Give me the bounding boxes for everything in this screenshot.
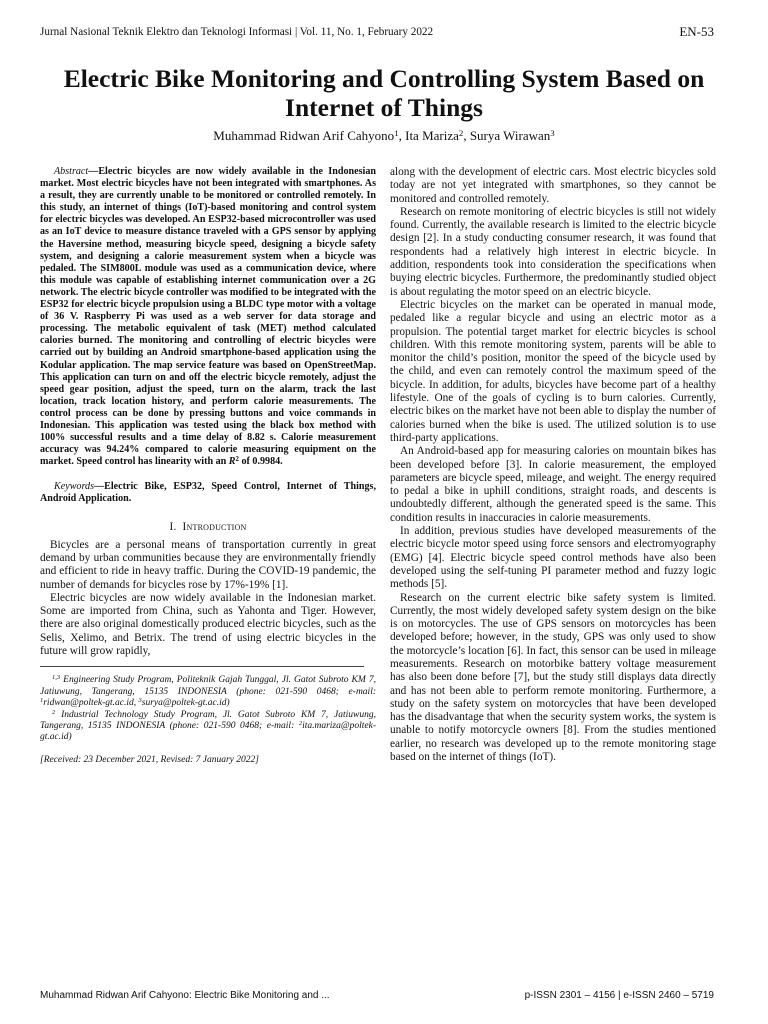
- section-title-rest: ntroduction: [186, 520, 247, 533]
- right-column: [390, 166, 716, 764]
- keywords-paragraph: [40, 481, 376, 505]
- body-paragraph: Electric bicycles on the market can be operated in manual mode, pedaled like a regular bicycle and using an electric motor as a propulsion. The potential target market for electric bicycles is school children. With this remote monitoring system, parents will be able to monitor the child’s position, monitor the speed of the bicycle used by the child, and even can remotely control the maximum speed of the bicycle. In addition, for adults, bicycles have become part of a healthy lifestyle. One of the goals of cycling is to burn calories. Currently, electric bikes on the market have not been able to display the number of calories burned when the bike is used. The utilized solution is to use third-party applications.: [390, 298, 716, 444]
- section-heading-introduction: [40, 521, 376, 533]
- email-address: ita.mariza@poltek-gt.ac.id): [40, 720, 376, 743]
- left-column: [40, 166, 376, 766]
- email-mark: 1: [40, 697, 44, 705]
- keywords-label: Keywords: [54, 481, 95, 493]
- abstract-text-end: of 0.9984.: [238, 456, 283, 468]
- author-separator: ,: [463, 128, 470, 143]
- author-name: Surya Wirawan: [469, 128, 551, 143]
- body-paragraph: along with the development of electric cars. Most electric bicycles sold today are not yet integrated with smartphones, so they cannot be monitored and controlled remotely.: [390, 166, 716, 205]
- received-dates: [Received: 23 December 2021, Revised: 7 January 2022]: [40, 754, 259, 765]
- email-address: ridwan@poltek-gt.ac.id,: [43, 698, 139, 709]
- section-number: I.: [169, 520, 177, 533]
- author-affiliation-mark: 3: [550, 128, 555, 139]
- footnote-divider: [40, 666, 364, 667]
- footnote-affiliation-2: [40, 710, 376, 744]
- footnote-affiliation-1: [40, 675, 376, 709]
- body-paragraph: An Android-based app for measuring calories on mountain bikes has been developed before [3]. In calorie measurement, the employed parameters are bicycle speed, mileage, and weight. The energy required to pedal a bike in uphill conditions, straight roads, and descents is undoubtedly different, although the generated speed is the same. This condition results in inaccuracies in calorie measurements.: [390, 445, 716, 524]
- paper-title: Electric Bike Monitoring and Controlling System Based on Internet of Things: [63, 64, 705, 122]
- author-list: [40, 128, 728, 144]
- body-paragraph: Electric bicycles are now widely available in the Indonesian market. Some are imported from China, such as Yahonta and Tiger. However, there are also original domestically produced electric bicycles, such as the Selis, Xelimo, and Betrix. The trend of using electric bicycles in the future will grow rapidly,: [40, 591, 376, 657]
- body-paragraph: In addition, previous studies have developed measurements of the electric bicycle motor speed using force sensors and electromyography (EMG) [4]. Electric bicycle speed control methods have also been developed using the self-tuning PI parameter method and fuzzy logic methods [5].: [390, 525, 716, 591]
- footnote-mark: 1,3: [52, 674, 61, 682]
- body-paragraph: Research on remote monitoring of electric bicycles is still not widely found. Currently, the available research is limited to the electric bicycle design [2]. In a study conducting consumer research, it was found that respondents had a relatively high interest in electric bicycle. In addition, respondents took into consideration the specifications when buying electric bicycles. Furthermore, the predominantly studied object is about regulating the motor speed on an electric bicycle.: [390, 205, 716, 298]
- abstract-text: Electric bicycles are now widely available in the Indonesian market. Most electric bicycles have not been integrated with smartphones. As a result, they are currently unable to be monitored or controlled remotely. In this study, an internet of things (IoT)-based monitoring and control system for electric bicycles was developed. An ESP32-based microcontroller was used as an IoT device to measure distance traveled with a GPS sensor by applying the Haversine method, measuring bicycle speed, designing a bicycle safety system, and designing a calorie measurement system when a bicycle was pedaled. The SIM800L module was used as a communication device, where this module was capable of establishing internet communication over a 2G network. The electric bicycle controller was modified to be integrated with the ESP32 for electric bicycle propulsion using a BLDC type motor with a voltage of 36 V. Raspberry Pi was used as a web server for data storage and processing. The metabolic equivalent of task (MET) method calculated calories burned. The monitoring and controlling of electric bicycles were carried out by building an Android smartphone-based application using the Kodular application. The map service feature was based on OpenStreetMap. This application can turn on and off the electric bicycle remotely, adjust the speed gear position, adjust the speed, turn on the alarm, track the last location, track location history, and perform calorie measurements. The control process can be done by pressing buttons and voice commands in Indonesian. This application was tested using the black box method with 100% successful results and a time delay of 8.82 s. Calorie measurement accuracy was 94.24% compared to calorie measuring equipment on the market. Speed control has linearity with an: [40, 166, 376, 468]
- footnote-text: Industrial Technology Study Program, Jl. Gatot Subroto KM 7, Jatiuwung, Tangerang, 15135 INDONESIA (phone: 021-590 0468; e-mail:: [40, 709, 376, 731]
- abstract-section: [40, 166, 376, 506]
- footnote-mark: 2: [52, 708, 56, 716]
- body-paragraph: Bicycles are a personal means of transportation currently in great demand by urban communities because they are environmentally friendly and efficient to ride in heavy traffic. During the COVID-19 pandemic, the number of demands for bicycles rose by 17%-19% [1].: [40, 538, 376, 591]
- footnotes: [40, 675, 376, 766]
- page-number: EN-53: [679, 24, 714, 39]
- footer-citation: Muhammad Ridwan Arif Cahyono: Electric Bike Monitoring and ...: [40, 990, 330, 1001]
- r-squared-symbol: R: [228, 456, 236, 468]
- author-affiliation-mark: 2: [458, 128, 464, 139]
- author-affiliation-mark: 1: [394, 128, 399, 139]
- abstract-paragraph: [40, 166, 376, 468]
- abstract-dash: —: [88, 166, 99, 177]
- keywords-dash: —: [94, 481, 105, 493]
- keywords-text: Electric Bike, ESP32, Speed Control, Internet of Things, Android Application.: [40, 481, 376, 505]
- author-separator: ,: [398, 128, 406, 143]
- email-mark: 3: [138, 697, 142, 705]
- body-paragraph: Research on the current electric bike safety system is limited. Currently, the most widely developed safety system design on the bike is on motorcycles. The use of GPS sensors on motorcycles has been developed before; however, in the study, GPS was only used to show the motorcycle’s location [6]. In fact, this sensor can be used in mileage measurements. Research on motorbike battery voltage measurement has also been done before [7], but the study still displays data directly and has not been able to perform remote monitoring. Furthermore, a study on the safety system on motorcycles that have been developed has the disadvantage that when the security system works, the system is unable to notify motorcycle owners [8]. From the studies mentioned earlier, no research was developed up to the remote monitoring stage based on the internet of things (IoT).: [390, 591, 716, 764]
- footnote-text: Engineering Study Program, Politeknik Gajah Tunggal, Jl. Gatot Subroto KM 7, Jatiuwung, Tangerang, 15135 INDONESIA (phone: 021-590 0468; e-mail:: [40, 675, 376, 697]
- email-address: surya@poltek-gt.ac.id): [141, 698, 230, 709]
- r-squared-exponent: 2: [235, 456, 239, 464]
- running-head: Jurnal Nasional Teknik Elektro dan Teknologi Informasi | Vol. 11, No. 1, February 2022: [40, 26, 434, 38]
- author-name: Muhammad Ridwan Arif Cahyono: [213, 128, 395, 143]
- section-title-initial: I: [182, 520, 187, 533]
- abstract-label: Abstract: [54, 166, 89, 177]
- introduction-left: [40, 539, 376, 659]
- footer-issn: p-ISSN 2301 – 4156 | e-ISSN 2460 – 5719: [524, 990, 714, 1001]
- email-mark: 2: [298, 720, 303, 728]
- section-title: [183, 521, 247, 533]
- author-name: Ita Mariza: [405, 128, 459, 143]
